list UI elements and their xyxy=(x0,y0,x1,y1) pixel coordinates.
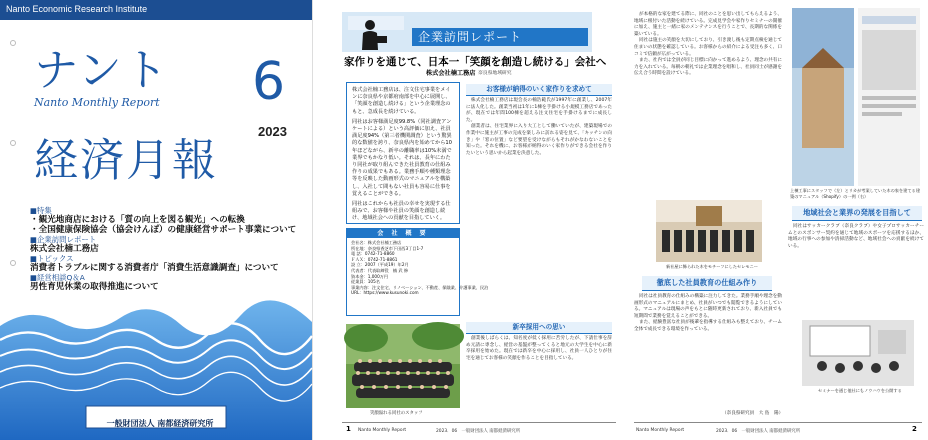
body-paragraph: 創業後しばらくは、知名度が低く採用に苦労したが、下請仕事を辞め元請に専念し、経営の基盤が整ってくると地元の大学生を中心に新卒採用を始めた。現在では新卒を中心に採用し、社員一人ひとりが住宅を通じてお客様の笑顔を作ることを目指している。 xyxy=(466,336,612,361)
article-summary-box xyxy=(346,82,460,224)
profile-row: 電 話：0742-71-8860 xyxy=(351,251,395,257)
profile-row: URL：https://www.kusunoki.com xyxy=(351,290,419,296)
profile-row: 事業内容：注文住宅、リノベーション、不動産、保険業、介護事業、民泊 xyxy=(351,284,489,290)
toc-category: ■ 特集 xyxy=(30,206,300,215)
footer-issue: 2023．06 一般財団法人 南都経済研究所 xyxy=(436,429,521,434)
binder-hole xyxy=(10,140,16,146)
cover-title-nanto: ナント xyxy=(34,45,170,96)
ceremony-photo xyxy=(656,200,762,262)
footer-rule xyxy=(634,422,922,423)
toc-item: 男性育児休業の取得推進について xyxy=(30,282,159,292)
heading-customers: お客様が納得のいく家作りを求めて xyxy=(466,84,612,96)
body-customers xyxy=(466,98,612,316)
author-signature: （奈良県研究員 大 島 陽） xyxy=(722,411,784,416)
cover-publisher: 一般財団法人 南都経済研究所 xyxy=(106,419,214,428)
profile-row: 従業員：105名 xyxy=(351,279,380,285)
profile-row: 資本金：1,000万円 xyxy=(351,273,389,279)
body-continued xyxy=(634,12,782,192)
footer-rule xyxy=(342,422,616,423)
body-paragraph: 創業者は、住宅業界に入り大工として働いていたが、建築現場での作業中に施主が工事の完成を楽しみに訪れる姿を見て、「キッチンの向き」や「窓の位置」など要望を受けながらもそれがかなわないことを知った。それを機に、お客様が納得のいく家作りができる会社を作りたいという思いから起業を決意した。 xyxy=(466,124,612,156)
ceremony-photo-caption: 新社屋に飾られた木をモチーフにしたセレモニー xyxy=(666,264,758,269)
seminar-photo xyxy=(802,320,914,386)
profile-row: 会社名：株式会社楠工務店 xyxy=(351,240,402,245)
toc-item: 株式会社楠工務店 xyxy=(30,244,99,254)
footer-publication: Nanto Monthly Report xyxy=(636,428,685,433)
profile-row: ＦＡＸ：0742-71-8861 xyxy=(351,256,398,262)
page-number: 1 xyxy=(346,425,351,433)
body-paragraph: 株式会社楠工務店は現会長の楠浩範氏が1997年に創業し、2007年に法人化した。創業当初は1年に1棟を手掛ける小規模工務店であったが、現在では年間100棟を超える注文住宅を手掛けるまでに成長した。 xyxy=(466,98,612,123)
cover-title-english: Nanto Monthly Report xyxy=(34,96,160,109)
toc-item: ・ 全国健康保険協会（協会けんぽ）の健康経営サポート事業について xyxy=(30,225,300,235)
binder-hole xyxy=(10,260,16,266)
body-recruit xyxy=(466,336,612,412)
article-page-1 xyxy=(316,0,622,440)
body-paragraph: 同社は施主の笑顔を大切にしており、引き渡し後も定期点検を通じて住まいの状態を確認している。お客様からの紹介による受注も多く、口コミで信頼が広がっている。 xyxy=(634,38,782,57)
toc-category: ■ 経営相談Q＆A xyxy=(30,273,300,282)
heading-community: 地域社会と業界の発展を目指して xyxy=(792,206,922,221)
body-paragraph: 同社はサッカークラブ（奈良クラブ）や女子プロサッカーチームとのスポンサー契約を通じて地域のスポーツを応援するほか、地域の行事への参加や清掃活動など、地域社会への貢献を続けている。 xyxy=(788,224,924,249)
article-title: 家作りを通じて、日本一「笑顔を創造し続ける」会社へ xyxy=(344,56,607,68)
footer-publication: Nanto Monthly Report xyxy=(358,428,407,433)
footer-issue: 2023．06 一般財団法人 南都経済研究所 xyxy=(716,429,801,434)
cover-issue-number: 6 xyxy=(252,52,286,112)
body-manual xyxy=(634,294,782,404)
body-paragraph: が本格的な家を建てる際に、同社のことを思い出してもらえるよう、地域に根付いた活動を続けている。完成見学会や家作りセミナーの開催に加え、施主と一緒に家のメンテナンスを行うことで、長期的な関係を築いている。 xyxy=(634,12,782,37)
body-paragraph: 同社は社員教育の仕組みの構築に注力してきた。業務手順や理念を動画形式のマニュアルにまとめ、社員がいつでも閲覧できるようにしている。マニュアルは現場の声をもとに随時更新されており、新入社員でも短期間で業務を覚えることができる。 xyxy=(634,294,782,319)
businessman-icon xyxy=(346,16,406,50)
summary-paragraph: 同社はこれからも社員の幸せを実現する仕組みで、お客様や社員の笑顔を創造し続け、地域社会への貢献を目指していく。 xyxy=(352,201,451,222)
toc-category: ■ トピックス xyxy=(30,254,300,263)
cover-page xyxy=(0,0,313,440)
section-label: 企業訪問レポート xyxy=(412,28,588,46)
seminar-photo-caption: セミナーを通じ他社にもノウハウを公開する xyxy=(818,388,902,393)
profile-row: 所在地：奈良県香芝市下田西3丁目1-7 xyxy=(351,245,424,251)
profile-row: 設 立：2007（平成19）年2月 xyxy=(351,262,409,268)
construction-photos-caption: 上棟工事にスタッフで（左）とリカが考案していた木の家を建てる建築のマニュアル（Shopify）の一例（右） xyxy=(790,188,920,199)
body-paragraph: また、経験豊富な社員が後輩を指導する仕組みも整えており、チーム全体で成長できる環境を作っている。 xyxy=(634,320,782,332)
binder-hole xyxy=(10,40,16,46)
staff-photo-caption: 笑顔溢れる同社のスタッフ xyxy=(370,411,423,416)
construction-and-manual-photos xyxy=(792,8,920,186)
toc-item: 消費者トラブルに関する消費者庁「消費生活意識調査」について xyxy=(30,263,279,273)
cover-header-band xyxy=(0,0,312,20)
body-paragraph: また、社内では全員が同じ目標に向かって進めるよう、理念の共有に力を入れている。毎朝の朝礼では企業理念を唱和し、社員同士が感謝を伝え合う時間を設けている。 xyxy=(634,58,782,77)
summary-paragraph: 株式会社楠工務店は、注文住宅事業をメインに奈良県や京都府南部を中心に展開し、「笑顔を創造し続ける」という企業理念のもと、急成長を続けている。 xyxy=(352,87,451,115)
toc-item: ・ 観光地商店における「質の向上を図る観光」への転換 xyxy=(30,215,300,225)
cover-title-keizai: 経済月報 xyxy=(34,135,218,186)
heading-manual: 徹底した社員教育の仕組み作り xyxy=(642,276,772,291)
page-number: 2 xyxy=(912,425,917,433)
article-author: 奈良県地域研究 xyxy=(478,71,512,76)
cover-table-of-contents xyxy=(30,206,300,292)
staff-group-photo xyxy=(346,324,460,408)
body-community xyxy=(788,224,924,316)
summary-paragraph: 同社はお客様満足度99.8%（同社調査アンケートによる）という高評価に加え、社員満足度94%（第三者機関調査）という驚異的な数値を誇り、奈良県内を始めてから10年ほどながら、新卒の離職率は10%未満で業界でもかなり低い。それは、長年にわたり同社が取り組んできた社員教育の仕組み作りの成果でもある。業務手順や種類理念等を反映した動画形式のマニュアルを構築し、入社して間もない社員も容易に仕事を覚えることができる。 xyxy=(352,118,452,197)
company-profile-box xyxy=(346,228,489,316)
cover-header-text: Nanto Economic Research Institute xyxy=(6,4,148,14)
article-company: 株式会社楠工務店 xyxy=(426,70,476,77)
cover-year: 2023 xyxy=(258,124,287,139)
article-page-2 xyxy=(626,0,928,440)
profile-row: 代表者：代表取締役 楠 武 修 xyxy=(351,267,409,273)
toc-category: ■ 企業訪問レポート xyxy=(30,235,300,244)
company-profile-heading: 会 社 概 要 xyxy=(347,229,459,238)
heading-recruit: 新卒採用への思い xyxy=(466,322,612,334)
